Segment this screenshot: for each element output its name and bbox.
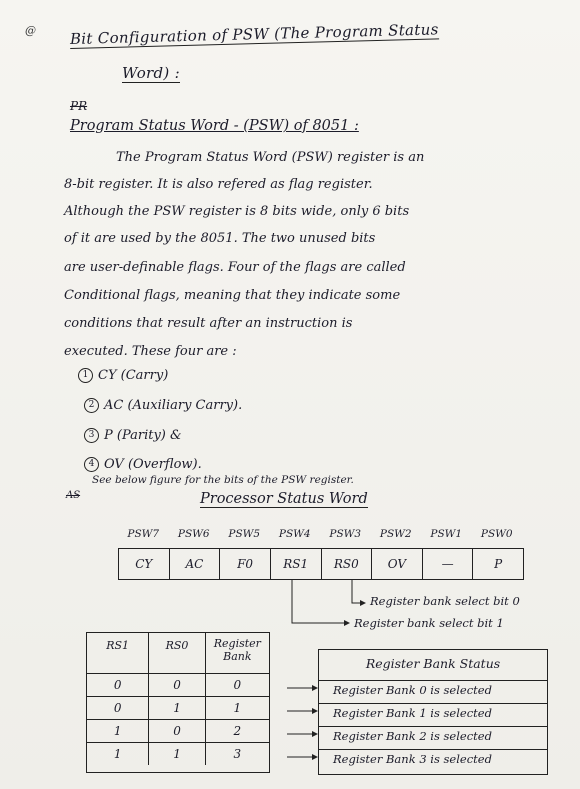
psw-bit-name: PSW6 (177, 528, 210, 540)
as-mark: AS (66, 490, 81, 501)
psw-bit-name: PSW2 (379, 528, 412, 540)
paragraph-line: of it are used by the 8051. The two unused bits (64, 231, 376, 246)
paragraph-line: Although the PSW register is 8 bits wide, only 6 bits (64, 204, 410, 219)
bank-status-line: Register Bank 2 is selected (333, 729, 492, 743)
number-circle-icon: 3 (84, 428, 99, 443)
psw-bit-name: PSW7 (127, 528, 160, 540)
paragraph-line: executed. These four are : (64, 344, 237, 359)
psw-bit-name: PSW3 (329, 528, 362, 540)
corner-mark: @ (25, 24, 36, 37)
psw-cell-unused: — (423, 549, 474, 579)
bank-status-line: Register Bank 1 is selected (333, 706, 492, 720)
rs1-note: Register bank select bit 1 (354, 616, 504, 630)
psw-bit-name: PSW5 (228, 528, 261, 540)
bank-status-line: Register Bank 0 is selected (333, 683, 492, 697)
psw-bit-name: PSW0 (480, 528, 513, 540)
table-header: RS1 (87, 633, 149, 673)
table-row: 1 1 3 (87, 743, 269, 765)
bank-status-line: Register Bank 3 is selected (333, 752, 492, 766)
page-title-line1: Bit Configuration of PSW (The Program Status (69, 20, 439, 48)
table-row: 1 0 2 (87, 720, 269, 743)
psw-bit-name: PSW1 (430, 528, 463, 540)
paragraph-line: Conditional flags, meaning that they indicate some (64, 288, 401, 303)
psw-cell-cy: CY (119, 549, 170, 579)
number-circle-icon: 1 (78, 368, 93, 383)
psw-cell-f0: F0 (220, 549, 271, 579)
psw-figure-title: Processor Status Word (200, 491, 368, 507)
see-below-note: See below figure for the bits of the PSW register. (92, 474, 354, 486)
paragraph-line: are user-definable flags. Four of the flags are called (64, 260, 406, 275)
psw-cell-p: P (494, 557, 503, 571)
paragraph-line: conditions that result after an instruction is (64, 316, 353, 331)
table-header: RS0 (149, 633, 205, 673)
flag-item-ov: 4 OV (Overflow). (84, 457, 202, 472)
pr-mark: PR (70, 99, 88, 113)
number-circle-icon: 4 (84, 457, 99, 472)
section-heading: Program Status Word - (PSW) of 8051 : (70, 118, 359, 134)
table-row: 0 1 1 (87, 697, 269, 720)
table-row: 0 0 0 (87, 674, 269, 697)
paragraph-line: 8-bit register. It is also refered as flag register. (64, 177, 373, 192)
psw-cell-ov: OV (372, 549, 423, 579)
psw-cell-rs1: RS1 (271, 549, 322, 579)
flag-item-cy: 1 CY (Carry) (78, 368, 168, 383)
bank-status-title: Register Bank Status (365, 656, 501, 671)
rs0-note: Register bank select bit 0 (370, 594, 520, 608)
number-circle-icon: 2 (84, 398, 99, 413)
psw-cell-ac: AC (170, 549, 221, 579)
flag-item-ac: 2 AC (Auxiliary Carry). (84, 398, 242, 413)
psw-cell-rs0: RS0 (322, 549, 373, 579)
flag-item-p: 3 P (Parity) & (84, 428, 182, 443)
paragraph-line: The Program Status Word (PSW) register is an (116, 150, 425, 165)
psw-bit-name: PSW4 (278, 528, 311, 540)
table-header: Register Bank (213, 637, 261, 663)
page-title-line2: Word) : (122, 64, 180, 82)
